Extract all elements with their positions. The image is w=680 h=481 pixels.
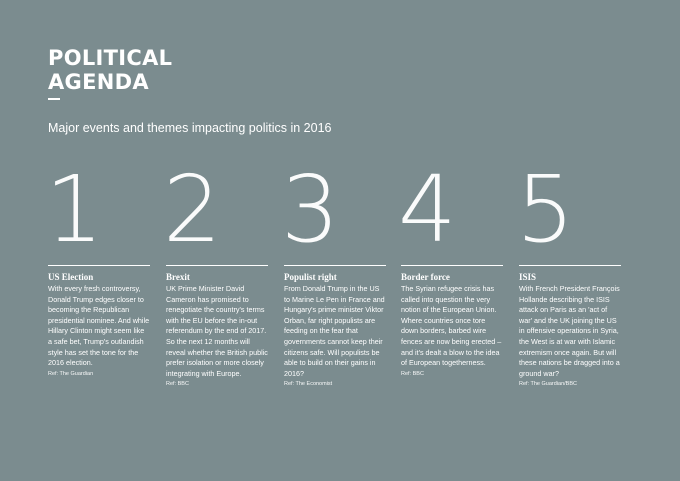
- page-subtitle: Major events and themes impacting politics in 2016: [48, 121, 332, 135]
- agenda-number: 3: [281, 156, 340, 263]
- page-title: [48, 46, 172, 94]
- divider: [401, 265, 503, 266]
- title-underline: [48, 98, 60, 100]
- agenda-number: 5: [516, 156, 575, 263]
- agenda-heading: Border force: [401, 272, 450, 282]
- agenda-body: With French President François Hollande describing the ISIS attack on Paris as an 'act of war' and the UK joining the US in offensive operations in Syria, the West is at war with Islamic extremism once again. But will these nations be dragged into a ground war?: [519, 284, 620, 378]
- divider: [519, 265, 621, 266]
- agenda-body: With every fresh controversy, Donald Trump edges closer to becoming the Republican presidential nominee. And while Hillary Clinton might seem like a safe bet, Trump's outlandish style has set the tone for the 2016 election.: [48, 284, 150, 368]
- divider: [48, 265, 150, 266]
- agenda-reference: Ref: The Guardian: [48, 370, 94, 377]
- agenda-body: UK Prime Minister David Cameron has promised to renegotiate the country's terms with the EU before the in-out referendum by the end of 2017. So the next 12 months will reveal whether the British public prefer isolation or more closely integrating with Europe.: [166, 284, 268, 378]
- agenda-reference: Ref: The Economist: [284, 381, 333, 388]
- agenda-heading: ISIS: [519, 272, 537, 282]
- agenda-heading: Brexit: [166, 272, 190, 282]
- agenda-item-5: [516, 156, 621, 389]
- agenda-number: 4: [398, 156, 457, 263]
- agenda-heading: Populist right: [284, 272, 337, 282]
- agenda-reference: Ref: BBC: [401, 370, 424, 377]
- agenda-item-4: [398, 156, 503, 379]
- agenda-item-3: [281, 156, 386, 389]
- agenda-body: The Syrian refugee crisis has called into question the very notion of the European Union. Where countries once tore down borders, barbed wire fences are now being erected – and it's dealt a blow to the idea of European togetherness.: [401, 284, 502, 368]
- agenda-item-2: [163, 156, 268, 389]
- agenda-number: 1: [45, 156, 104, 263]
- divider: [166, 265, 268, 266]
- agenda-item-1: [45, 156, 150, 379]
- agenda-reference: Ref: BBC: [166, 381, 189, 388]
- page-title-line-2: AGENDA: [48, 70, 149, 94]
- agenda-heading: US Election: [48, 272, 94, 282]
- divider: [284, 265, 386, 266]
- agenda-body: From Donald Trump in the US to Marine Le Pen in France and Hungary's prime minister Viktor Orban, far right populists are feeding on the fear that governments cannot keep their citizens safe. Will populists be able to build on their gains in 2016?: [284, 284, 385, 378]
- page-title-line-1: POLITICAL: [48, 46, 173, 70]
- agenda-number: 2: [163, 156, 222, 263]
- agenda-reference: Ref: The Guardian/BBC: [519, 381, 577, 388]
